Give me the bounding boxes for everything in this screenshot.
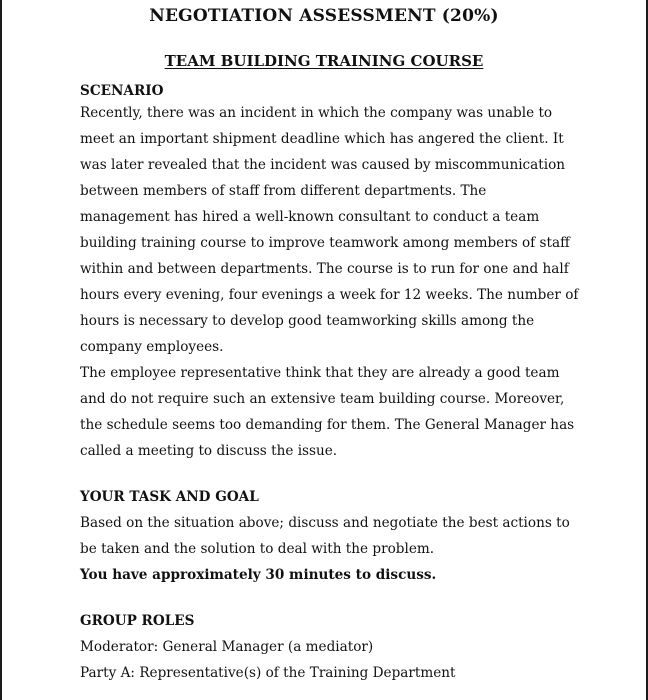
task-paragraph: Based on the situation above; discuss and negotiate the best actions to be taken and the solution to deal with the problem. <box>80 515 570 557</box>
scenario-paragraph-2: The employee representative think that they are already a good team and do not require such an extensive team building course. Moreover, the schedule seems too demanding for them. The General Manager has called a meeting to discuss the issue. <box>80 365 575 459</box>
document-subtitle: TEAM BUILDING TRAINING COURSE <box>164 52 484 70</box>
role-party-a: Party A: Representative(s) of the Training Department <box>80 665 456 681</box>
document-body <box>80 82 580 686</box>
document-title: NEGOTIATION ASSESSMENT (20%) <box>149 6 499 26</box>
section-spacer <box>80 588 580 608</box>
task-time-note: You have approximately 30 minutes to discuss. <box>80 567 437 583</box>
role-moderator: Moderator: General Manager (a mediator) <box>80 639 374 655</box>
scenario-heading: SCENARIO <box>80 83 164 99</box>
section-spacer <box>80 464 580 484</box>
scenario-paragraph-1: Recently, there was an incident in which the company was unable to meet an important shipment deadline which has angered the client. It was later revealed that the incident was caused by miscommunication between members of staff from different departments. The management has hired a well-known consultant to conduct a team building training course to improve teamwork among members of staff within and between departments. The course is to run for one and half hours every evening, four evenings a week for 12 weeks. The number of hours is necessary to develop good teamworking skills among the company employees. <box>80 105 579 355</box>
page-left-border <box>0 0 2 700</box>
task-heading: YOUR TASK AND GOAL <box>80 489 259 505</box>
roles-heading: GROUP ROLES <box>80 613 195 629</box>
